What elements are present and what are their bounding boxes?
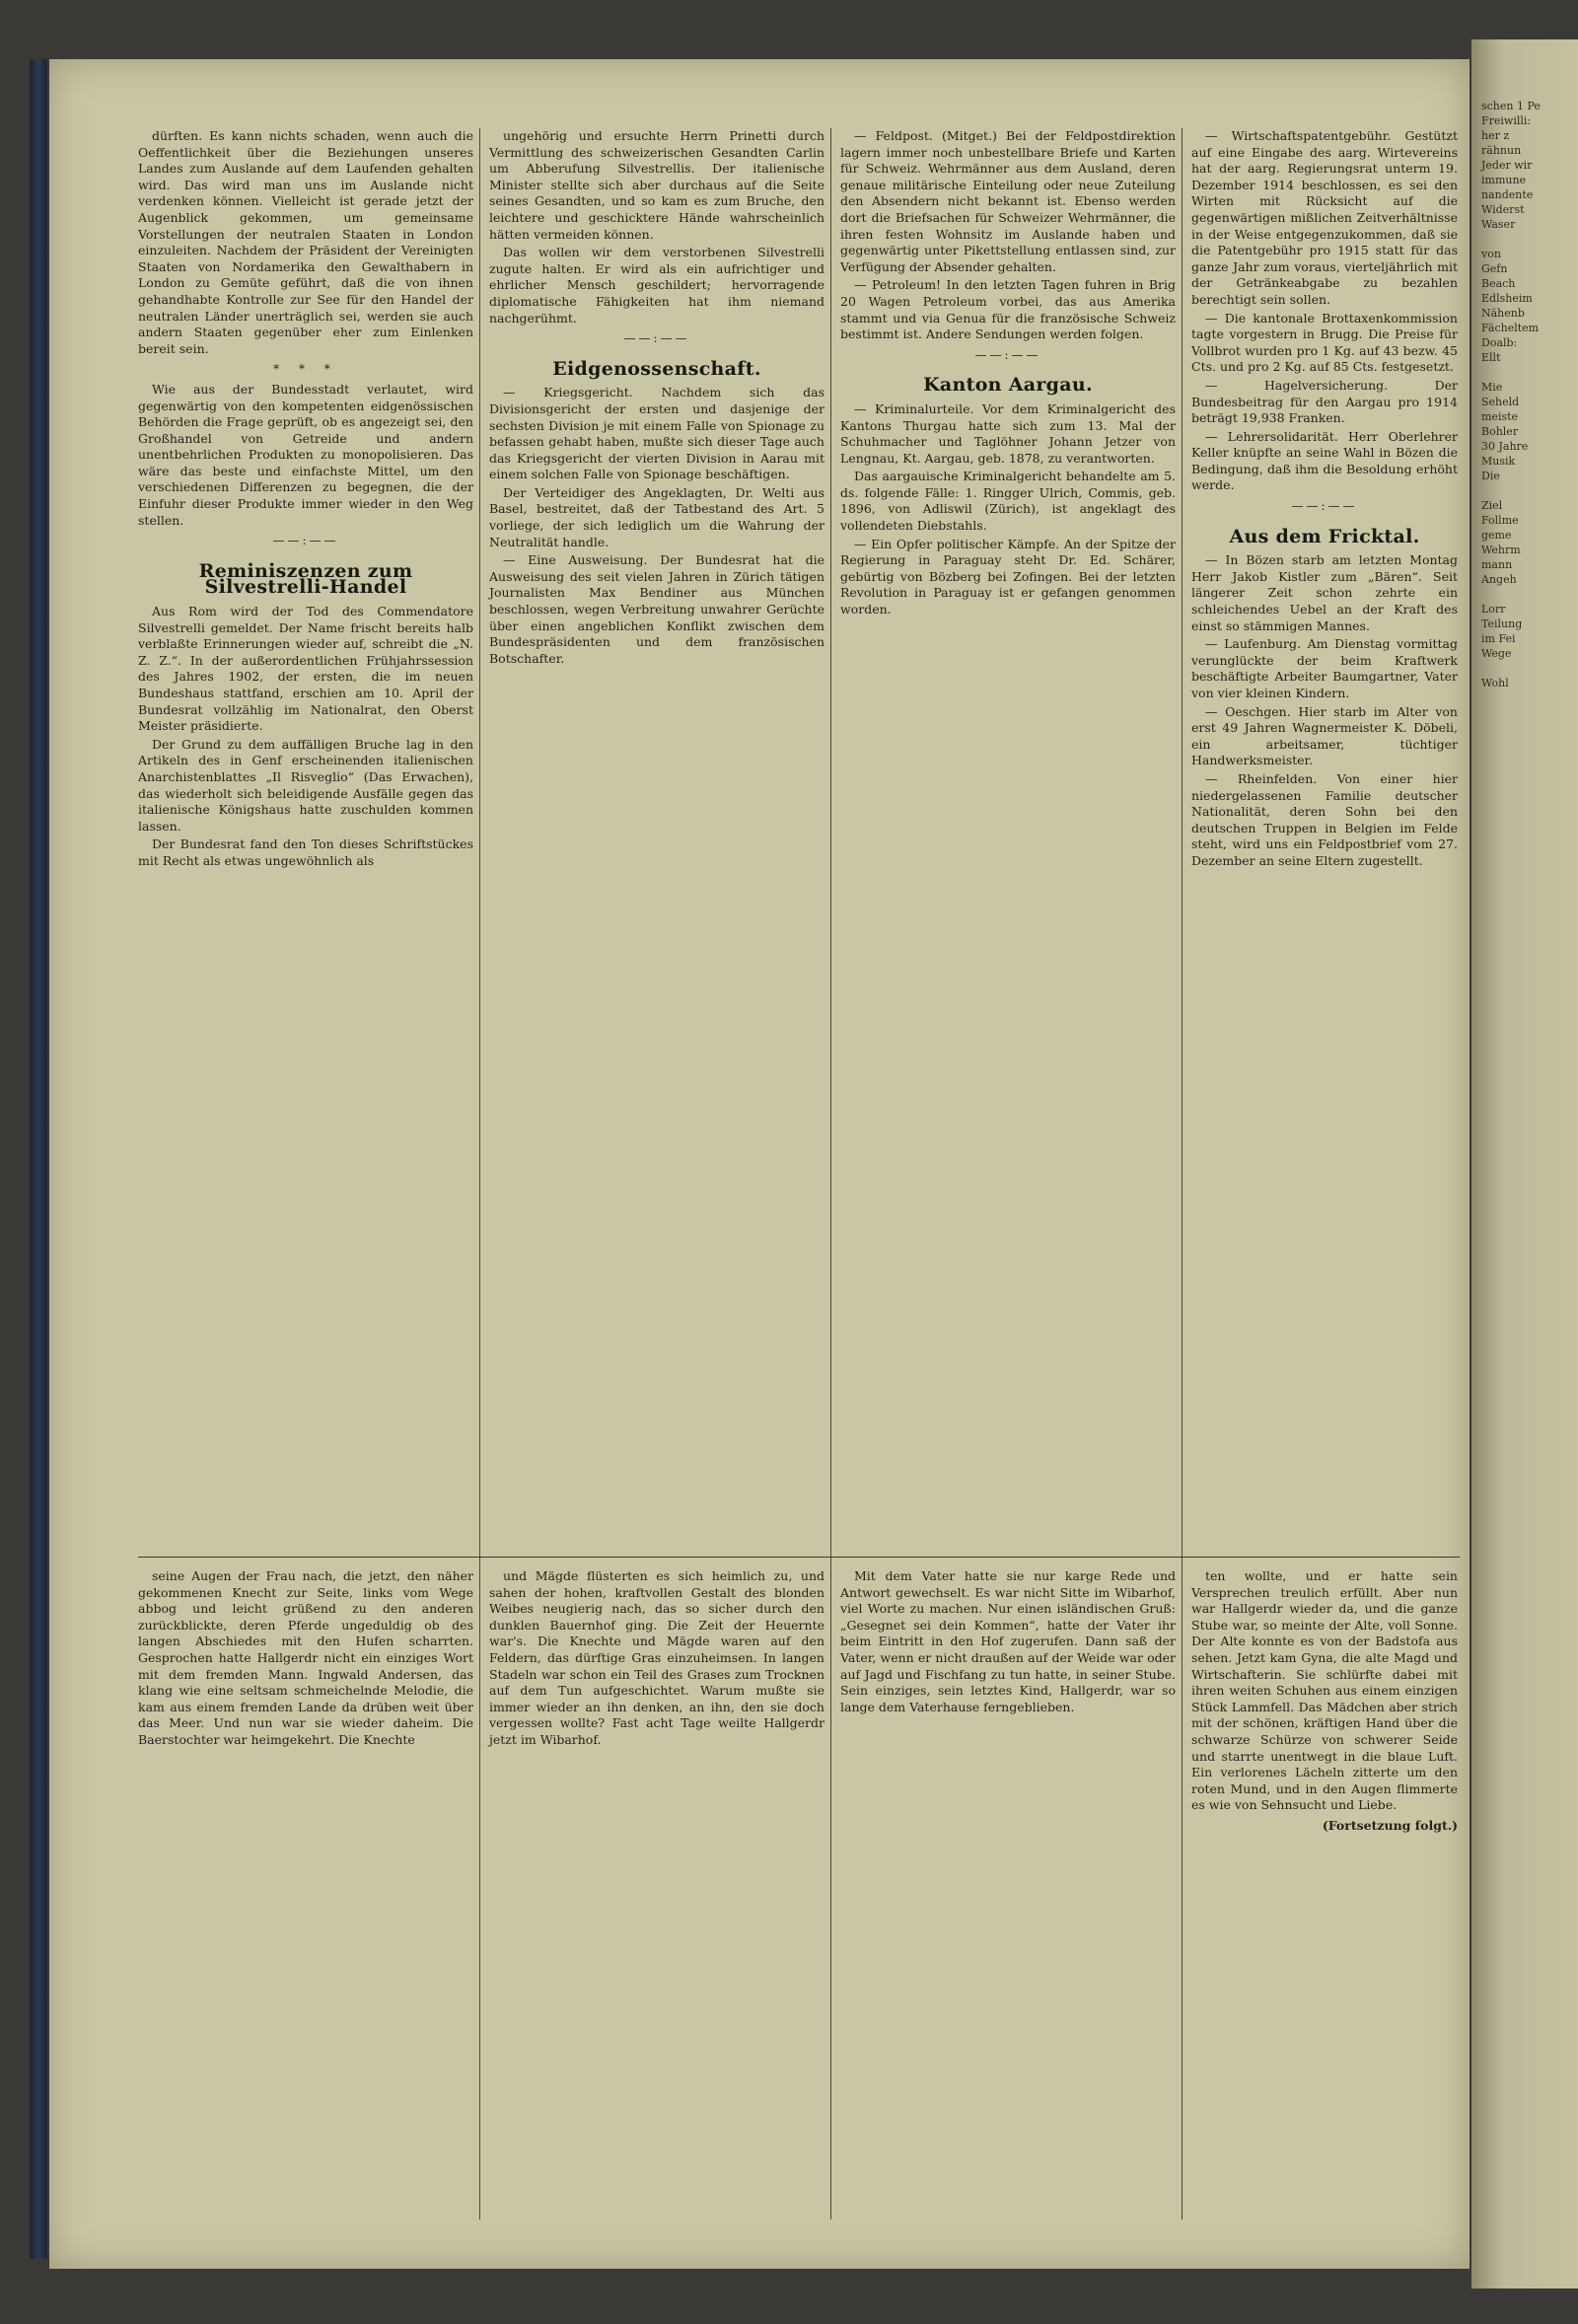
separator: ——:—— bbox=[272, 534, 339, 548]
novel-column-4 bbox=[1191, 1568, 1458, 1835]
section-heading: Eidgenossenschaft. bbox=[552, 357, 761, 380]
column-1 bbox=[138, 128, 473, 872]
paragraph: Das wollen wir dem verstorbenen Silvestrelli zugute halten. Er wird als ein aufrichtiger und ehrlicher Mensch geschildert; hervorragende diplomatische Fähigkeiten hat ihm niemand nachgerühmt. bbox=[489, 245, 825, 326]
edge-text: schen 1 Pe Freiwilli: her z rähnun Jeder wir immune nandente Widerst Waser von Gefn Beach Edlsheim Nähenb Fächeltem Doalb: Ellt Mie Seheld meiste Bohler 30 Jahre Musik Die Ziel Follme geme Wehrm mann Angeh Lorr Teilung im Fei Wege Wohl bbox=[1481, 100, 1541, 690]
paragraph: — Oeschgen. Hier starb im Alter von erst 49 Jahren Wagnermeister K. Döbeli, ein arbeitsamer, tüchtiger Handwerksmeister. bbox=[1191, 703, 1458, 768]
paragraph: Der Bundesrat fand den Ton dieses Schriftstückes mit Recht als etwas ungewöhnlich als bbox=[138, 836, 473, 868]
column-rule bbox=[830, 128, 831, 2219]
paragraph: — Petroleum! In den letzten Tagen fuhren in Brig 20 Wagen Petroleum vorbei, das aus Amerika stammt und via Genua für die französische Schweiz bestimmt ist. Andere Sendungen werden folgen. bbox=[840, 277, 1176, 342]
column-rule bbox=[1182, 128, 1183, 2219]
paragraph: — Kriminalurteile. Vor dem Kriminalgericht des Kantons Thurgau hatte sich zum 13. Mal der Schuhmacher und Taglöhner Johann Jetzer von Lengnau, Kt. Aargau, geb. 1878, zu verantworten. bbox=[840, 400, 1176, 466]
paragraph: — Ein Opfer politischer Kämpfe. An der Spitze der Regierung in Paraguay steht Dr. Ed. Schärer, gebürtig von Bözberg bei Zofingen. Bei der letzten Revolution in Paraguay ist er gefangen genommen worden. bbox=[840, 536, 1176, 617]
novel-paragraph: und Mägde flüsterten es sich heimlich zu, und sahen der hohen, kraftvollen Gestalt des blonden Weibes neugierig nach, das so sicher durch den dunklen Bauernhof ging. Die Zeit der Heuernte war's. Die Knechte und Mägde waren auf den Feldern, das dürftige Gras einzuheimsen. In langen Stadeln war schon ein Teil des Grases zum Trocknen auf dem Tun aufgeschichtet. Warum mußte sie immer wieder an ihn denken, an ihn, den sie doch vergessen wollte? Fast acht Tage weilte Hallgerdr jetzt im Wibarhof. bbox=[489, 1568, 825, 1747]
paragraph: — Eine Ausweisung. Der Bundesrat hat die Ausweisung des seit vielen Jahren in Zürich tätigen Journalisten Max Bendiner aus München beschlossen, wegen Verbreitung unwahrer Gerüchte über einen angeblichen Konflikt zwischen dem Bundespräsidenten und dem französischen Botschafter. bbox=[489, 552, 825, 666]
separator-stars: * * * bbox=[273, 362, 338, 377]
paragraph: — In Bözen starb am letzten Montag Herr Jakob Kistler zum „Bären“. Seit längerer Zeit schon zehrte ein schleichendes Uebel an der Kraft des einst so stämmigen Mannes. bbox=[1191, 552, 1458, 633]
novel-paragraph: seine Augen der Frau nach, die jetzt, den näher gekommenen Knecht zur Seite, links vom Wege abbog und leicht grüßend zu den anderen zurückblickte, deren Pferde ungeduldig ob des langen Abschiedes mit den Hufen scharrten. Gesprochen hatte Hallgerdr nicht ein einziges Wort mit dem fremden Mann. Ingwald Andersen, das klang wie eine seltsam schmeichelnde Melodie, die kam aus einem fremden Lande da drüben weit über das Meer. Und nun war sie wieder daheim. Die Baerstochter war heimgekehrt. Die Knechte bbox=[138, 1568, 473, 1747]
novel-column-1 bbox=[138, 1568, 473, 1751]
separator: ——:—— bbox=[974, 347, 1041, 362]
paragraph: — Hagelversicherung. Der Bundesbeitrag für den Aargau pro 1914 beträgt 19,938 Franken. bbox=[1191, 377, 1458, 426]
paragraph: Wie aus der Bundesstadt verlautet, wird gegenwärtig von den kompetenten eidgenössischen Behörden die Frage geprüft, ob es angezeigt sei, den Großhandel von Getreide und andern unentbehrlichen Produkten zu monopolisieren. Das wäre das beste und einfachste Mittel, um den verschiedenen Differenzen zu begegnen, die der Einfuhr dieser Produkte immer wieder in den Weg stellen. bbox=[138, 381, 473, 528]
continuation-note: (Fortsetzung folgt.) bbox=[1322, 1817, 1458, 1833]
novel-paragraph: Mit dem Vater hatte sie nur karge Rede und Antwort gewechselt. Es war nicht Sitte im Wibarhof, viel Worte zu machen. Nur einen isländischen Gruß: „Gesegnet sei dein Kommen“, hatte der Vater ihr beim Eintritt in den Hof zugerufen. Dann saß der Vater, wenn er nicht draußen auf der Weide war oder auf Jagd und Fischfang zu tun hatte, in seiner Stube. Sein einziges, sein letztes Kind, Hallgerdr, war so lange dem Vaterhause ferngeblieben. bbox=[840, 1568, 1176, 1714]
paragraph: ungehörig und ersuchte Herrn Prinetti durch Vermittlung des schweizerischen Gesandten Carlin um Abberufung Silvestrellis. Der italienische Minister stellte sich aber durchaus auf die Seite seines Gesandten, und so kam es zum Bruche, den leichtere und geschicktere Hände wahrscheinlich hätten vermeiden können. bbox=[489, 128, 825, 242]
paragraph: Das aargauische Kriminalgericht behandelte am 5. ds. folgende Fälle: 1. Ringger Ulrich, Commis, geb. 1896, von Adliswil (Zürich), ist angeklagt des vollendeten Diebstahls. bbox=[840, 469, 1176, 534]
section-heading: Aus dem Fricktal. bbox=[1229, 525, 1420, 547]
novel-paragraph: ten wollte, und er hatte sein Versprechen treulich erfüllt. Aber nun war Hallgerdr wieder da, und die ganze Stube war, so meinte der Alte, voll Sonne. Der Alte konnte es von der Badstofa aus sehen. Jetzt kam Gyna, die alte Magd und Wirtschafterin. Sie schlürfte dabei mit ihren weiten Schuhen aus einem einzigen Stück Lammfell. Das Mädchen aber strich mit der schönen, kräftigen Hand über die schwarze Schürze von schwerer Seide und starrte unentwegt in die blaue Luft. Ein verlorenes Lächeln zitterte um den roten Mund, und in den Augen flimmerte es wie von Sehnsucht und Liebe. bbox=[1191, 1568, 1458, 1813]
column-2 bbox=[489, 128, 825, 669]
separator: ——:—— bbox=[623, 331, 690, 346]
separator: ——:—— bbox=[1291, 499, 1358, 514]
column-rule bbox=[479, 128, 480, 2219]
section-heading: Reminiszenzen zum Silvestrelli-Handel bbox=[198, 559, 413, 599]
paragraph: Der Grund zu dem auffälligen Bruche lag in den Artikeln des in Genf erscheinenden italienischen Anarchistenblattes „Il Risveglio“ (Das Erwachen), das wiederholt sich beleidigende Ausfälle gegen das italienische Königshaus hatte zuschulden kommen lassen. bbox=[138, 736, 473, 834]
paragraph: dürften. Es kann nichts schaden, wenn auch die Oeffentlichkeit über die Beziehungen unseres Landes zum Auslande auf dem Laufenden gehalten wird. Das wird man uns im Auslande nicht verdenken können. Vielleicht ist gerade jetzt der Augenblick gekommen, um gemeinsame Vorstellungen der neutralen Staaten in London einzuleiten. Nachdem der Präsident der Vereinigten Staaten von Nordamerika den Gewalthabern in London zu Gemüte geführt, daß die von ihnen gehandhabte Kontrolle zur See für den Handel der neutralen Länder unerträglich sei, werden sie auch andern Staaten gegenüber eher zum Einlenken bereit sein. bbox=[138, 128, 473, 356]
paragraph: — Die kantonale Brottaxenkommission tagte vorgestern in Brugg. Die Preise für Vollbrot wurden pro 1 Kg. auf 43 bezw. 45 Cts. und pro 2 Kg. auf 85 Cts. festgesetzt. bbox=[1191, 310, 1458, 375]
paragraph: — Laufenburg. Am Dienstag vormittag verunglückte der beim Kraftwerk beschäftigte Arbeiter Baumgartner, Vater von vier kleinen Kindern. bbox=[1191, 636, 1458, 700]
novel-column-2 bbox=[489, 1568, 825, 1751]
column-3 bbox=[840, 128, 1176, 620]
paragraph: — Rheinfelden. Von einer hier niedergelassenen Familie deutscher Nationalität, deren Sohn bei den deutschen Truppen in Belgien im Felde steht, wird uns ein Feldpostbrief vom 27. Dezember an seine Eltern zugestellt. bbox=[1191, 770, 1458, 868]
paragraph: Aus Rom wird der Tod des Commendatore Silvestrelli gemeldet. Der Name frischt bereits halb verblaßte Erinnerungen wieder auf, schreibt die „N. Z. Z.“. In der außerordentlichen Frühjahrssession des Jahres 1902, der ersten, die im neuen Bundeshaus stattfand, erschien am 10. April der Bundesrat vollzählig im Nationalrat, den Oberst Meister präsidierte. bbox=[138, 604, 473, 734]
paragraph: Der Verteidiger des Angeklagten, Dr. Welti aus Basel, bestreitet, daß der Tatbestand des Art. 5 vorliege, der sich lediglich um die Wahrung der Neutralität handle. bbox=[489, 484, 825, 549]
paragraph: — Feldpost. (Mitget.) Bei der Feldpostdirektion lagern immer noch unbestellbare Briefe und Karten für Schweiz. Wehrmänner aus dem Ausland, deren genaue militärische Einteilung oder neue Zuteilung den Absendern nicht bekannt ist. Ebenso werden dort die Briefsachen für Schweizer Wehrmänner, die ihren festen Wohnsitz im Auslande haben und gegenwärtig unter Pikettstellung entlassen sind, zur Verfügung der Absender gehalten. bbox=[840, 128, 1176, 274]
section-heading: Kanton Aargau. bbox=[923, 374, 1093, 397]
paragraph: — Kriegsgericht. Nachdem sich das Divisionsgericht der ersten und dasjenige der sechsten Division je mit einem Falle von Spionage zu befassen gehabt haben, mußte sich dieser Tage auch das Kriegsgericht der vierten Division in Aarau mit einem solchen Falle von Spionage beschäftigen. bbox=[489, 385, 825, 482]
feuilleton-divider bbox=[138, 1557, 1460, 1558]
next-page-edge bbox=[1471, 39, 1578, 2288]
paragraph: — Lehrersolidarität. Herr Oberlehrer Keller knüpfte an seine Wahl in Bözen die Bedingung, daß ihm die Besoldung erhöht werde. bbox=[1191, 428, 1458, 493]
binder-strip bbox=[30, 59, 47, 2259]
paragraph: — Wirtschaftspatentgebühr. Gestützt auf eine Eingabe des aarg. Wirtevereins hat der aarg. Regierungsrat unterm 19. Dezember 1914 beschlossen, es sei den Wirten mit Rücksicht auf die gegenwärtigen mißlichen Zeitverhältnisse in der Weise entgegenzukommen, daß sie die Patentgebühr pro 1915 statt für das ganze Jahr zum voraus, vierteljährlich mit der Getränkeabgabe zu bezahlen berechtigt sein sollen. bbox=[1191, 128, 1458, 307]
column-4 bbox=[1191, 128, 1458, 872]
novel-column-3 bbox=[840, 1568, 1176, 1717]
